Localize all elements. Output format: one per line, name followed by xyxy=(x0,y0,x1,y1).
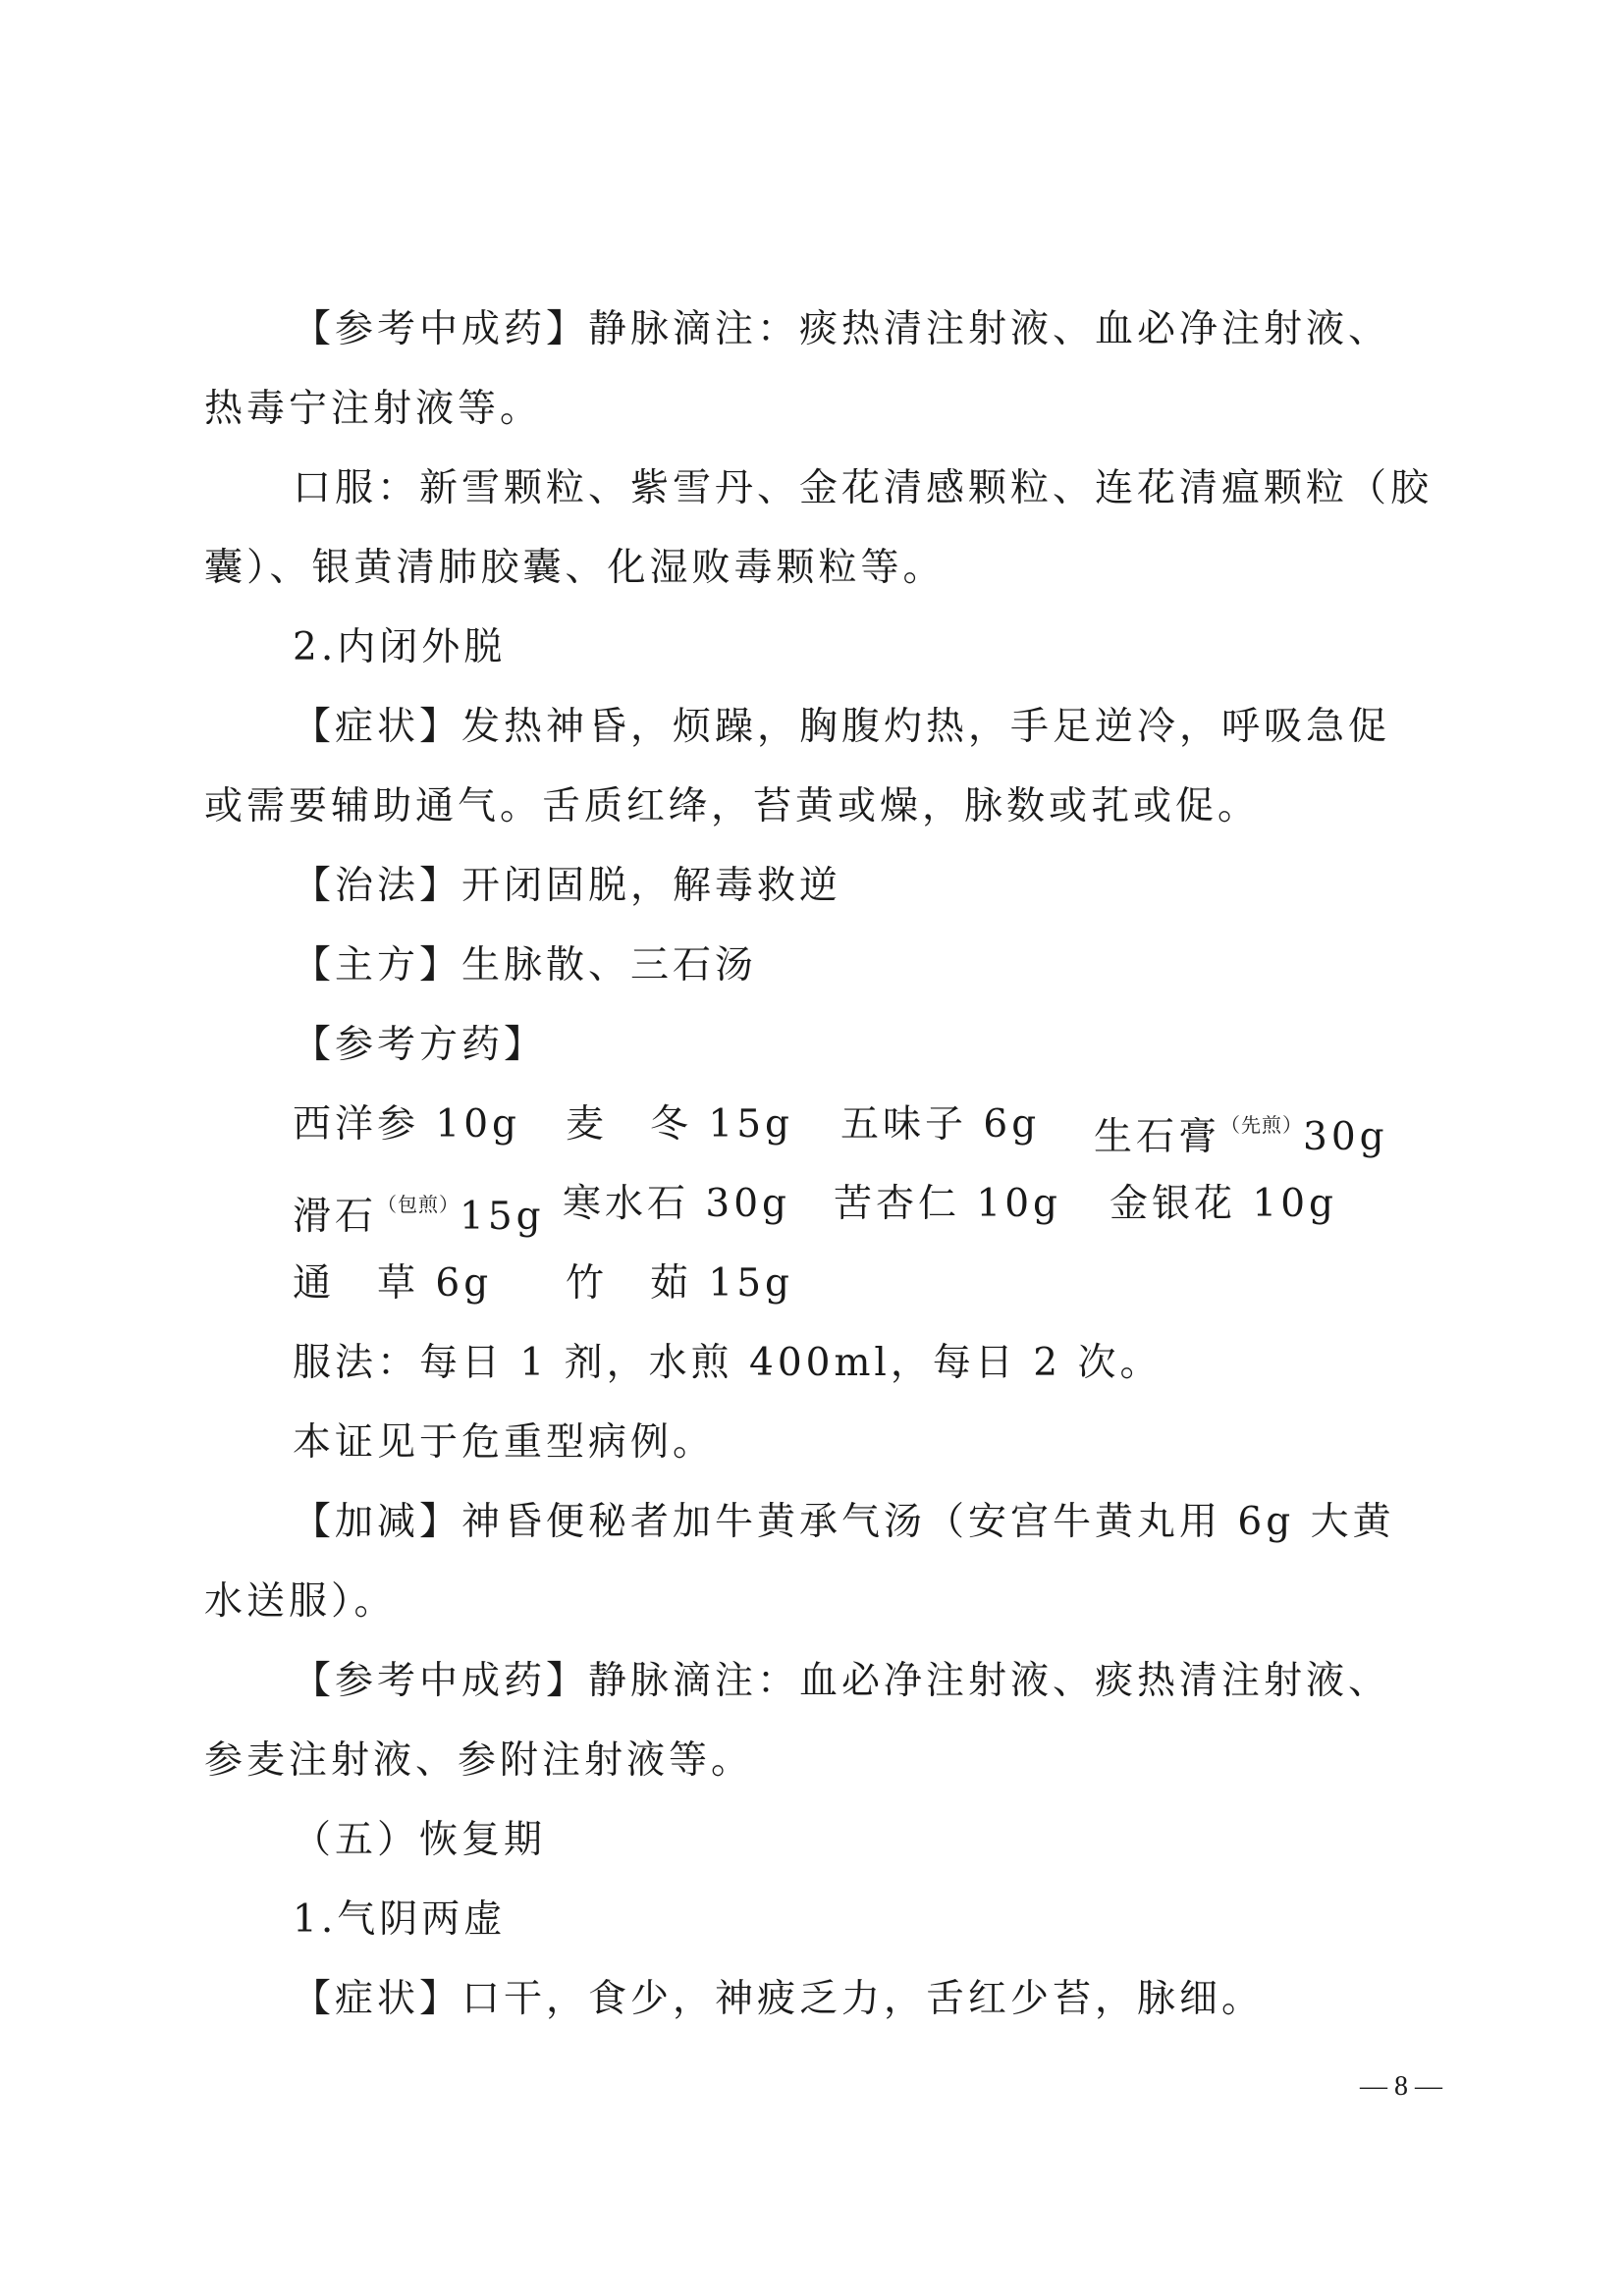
herb-jinyinhua: 金银花 10g xyxy=(1110,1182,1337,1226)
paragraph-oral-line2: 囊）、银黄清肺胶囊、化湿败毒颗粒等。 xyxy=(204,546,946,590)
herb-name: 滑石 xyxy=(293,1195,378,1239)
herb-name: 生石膏 xyxy=(1094,1115,1221,1159)
herb-maidong: 麦 冬 15g xyxy=(566,1102,793,1147)
paragraph-symptoms-line2: 或需要辅助通气。舌质红绛，苔黄或燥，脉数或芤或促。 xyxy=(204,784,1261,828)
herb-wuweizi: 五味子 6g xyxy=(840,1102,1041,1147)
paragraph-main-formula: 【主方】生脉散、三石汤 xyxy=(293,943,758,988)
paragraph-reference-formula: 【参考方药】 xyxy=(293,1023,547,1067)
herb-note: （包煎） xyxy=(377,1193,460,1216)
paragraph-recovery-symptoms: 【症状】口干，食少，神疲乏力，舌红少苔，脉细。 xyxy=(293,1977,1265,2021)
paragraph-oral-line1: 口服：新雪颗粒、紫雪丹、金花清感颗粒、连花清瘟颗粒（胶 xyxy=(293,466,1434,510)
paragraph-reference-tcm-line1: 【参考中成药】静脉滴注：痰热清注射液、血必净注射液、 xyxy=(293,307,1391,351)
herb-dose: 30g xyxy=(1303,1115,1388,1159)
paragraph-symptoms-line1: 【症状】发热神昏，烦躁，胸腹灼热，手足逆冷，呼吸急促 xyxy=(293,705,1391,749)
section-heading-qi-yin-deficiency: 1.气阴两虚 xyxy=(293,1897,507,1942)
page-number: — 8 — xyxy=(1360,2071,1442,2102)
herb-xiyangshen: 西洋参 10g xyxy=(293,1102,520,1147)
paragraph-modification-line1: 【加减】神昏便秘者加牛黄承气汤（安宫牛黄丸用 6g 大黄 xyxy=(293,1500,1395,1544)
herb-kuxingren: 苦杏仁 10g xyxy=(834,1182,1061,1226)
herb-note: （先煎） xyxy=(1220,1113,1304,1137)
herb-hanshuishi: 寒水石 30g xyxy=(563,1182,790,1226)
paragraph-case-note: 本证见于危重型病例。 xyxy=(293,1420,716,1465)
herb-shengshigao xyxy=(1094,1099,1388,1163)
herb-huashi xyxy=(293,1179,545,1243)
paragraph-treatment: 【治法】开闭固脱，解毒救逆 xyxy=(293,864,842,908)
herb-dose: 15g xyxy=(460,1195,545,1239)
paragraph-reference-tcm2-line1: 【参考中成药】静脉滴注：血必净注射液、痰热清注射液、 xyxy=(293,1659,1391,1703)
section-heading-internal-block: 2.内闭外脱 xyxy=(293,625,507,669)
paragraph-administration: 服法：每日 1 剂，水煎 400ml，每日 2 次。 xyxy=(293,1341,1163,1385)
paragraph-reference-tcm2-line2: 参麦注射液、参附注射液等。 xyxy=(204,1738,754,1783)
paragraph-reference-tcm-line2: 热毒宁注射液等。 xyxy=(204,387,543,431)
herb-tongcao: 通 草 6g xyxy=(293,1261,493,1306)
paragraph-modification-line2: 水送服）。 xyxy=(204,1579,397,1624)
section-heading-recovery: （五）恢复期 xyxy=(293,1818,547,1862)
herb-zhuru: 竹 茹 15g xyxy=(566,1261,793,1306)
